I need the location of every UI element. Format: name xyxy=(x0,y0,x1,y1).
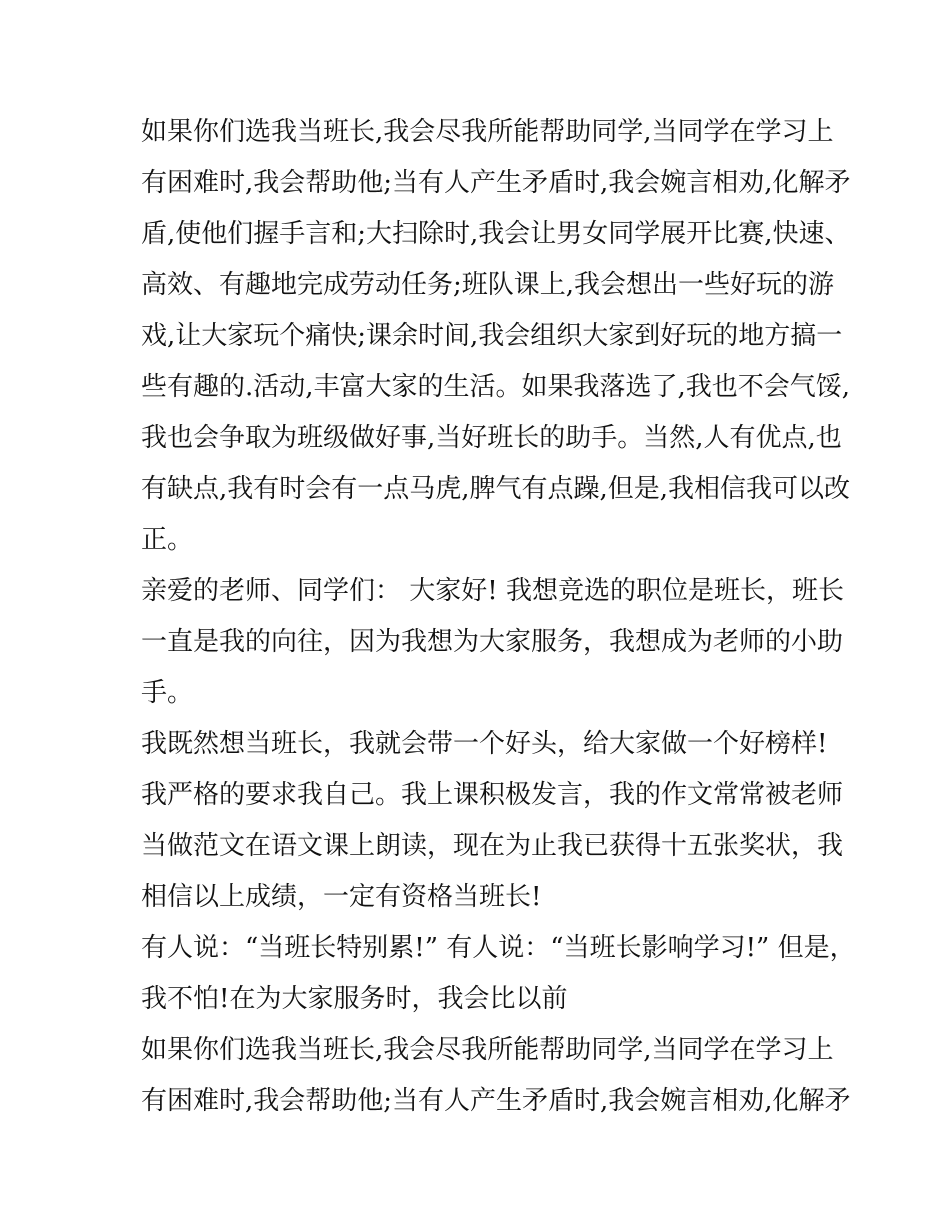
text-line: 盾,使他们握手言和;大扫除时,我会让男女同学展开比赛,快速、 xyxy=(141,219,851,249)
text-line: 我不怕!在为大家服务时，我会比以前 xyxy=(141,984,568,1014)
text-line: 有人说：“当班长特别累!” 有人说：“当班长影响学习!” 但是， xyxy=(141,933,856,963)
text-line: 亲爱的老师、同学们： 大家好! 我想竞选的职位是班长，班长 xyxy=(141,576,844,606)
text-line: 高效、有趣地完成劳动任务;班队课上,我会想出一些好玩的游 xyxy=(141,270,835,300)
text-line: 戏,让大家玩个痛快;课余时间,我会组织大家到好玩的地方搞一 xyxy=(141,321,843,351)
document-body xyxy=(141,107,856,1127)
text-line: 有困难时,我会帮助他;当有人产生矛盾时,我会婉言相劝,化解矛 xyxy=(141,168,851,198)
text-line: 我也会争取为班级做好事,当好班长的助手。当然,人有优点,也 xyxy=(141,423,842,453)
text-line: 相信以上成绩，一定有资格当班长! xyxy=(141,882,542,912)
text-line: 我严格的要求我自己。我上课积极发言，我的作文常常被老师 xyxy=(141,780,844,810)
text-line: 如果你们选我当班长,我会尽我所能帮助同学,当同学在学习上 xyxy=(141,117,834,147)
text-line: 些有趣的.活动,丰富大家的生活。如果我落选了,我也不会气馁, xyxy=(141,372,851,402)
text-line: 正。 xyxy=(141,525,194,555)
text-line: 有困难时,我会帮助他;当有人产生矛盾时,我会婉言相劝,化解矛 xyxy=(141,1086,851,1116)
text-line: 有缺点,我有时会有一点马虎,脾气有点躁,但是,我相信我可以改 xyxy=(141,474,851,504)
text-line: 如果你们选我当班长,我会尽我所能帮助同学,当同学在学习上 xyxy=(141,1035,834,1065)
text-line: 手。 xyxy=(141,678,194,708)
text-line: 一直是我的向往，因为我想为大家服务，我想成为老师的小助 xyxy=(141,627,844,657)
text-line: 我既然想当班长，我就会带一个好头，给大家做一个好榜样! xyxy=(141,729,828,759)
text-line: 当做范文在语文课上朗读，现在为止我已获得十五张奖状，我 xyxy=(141,831,844,861)
